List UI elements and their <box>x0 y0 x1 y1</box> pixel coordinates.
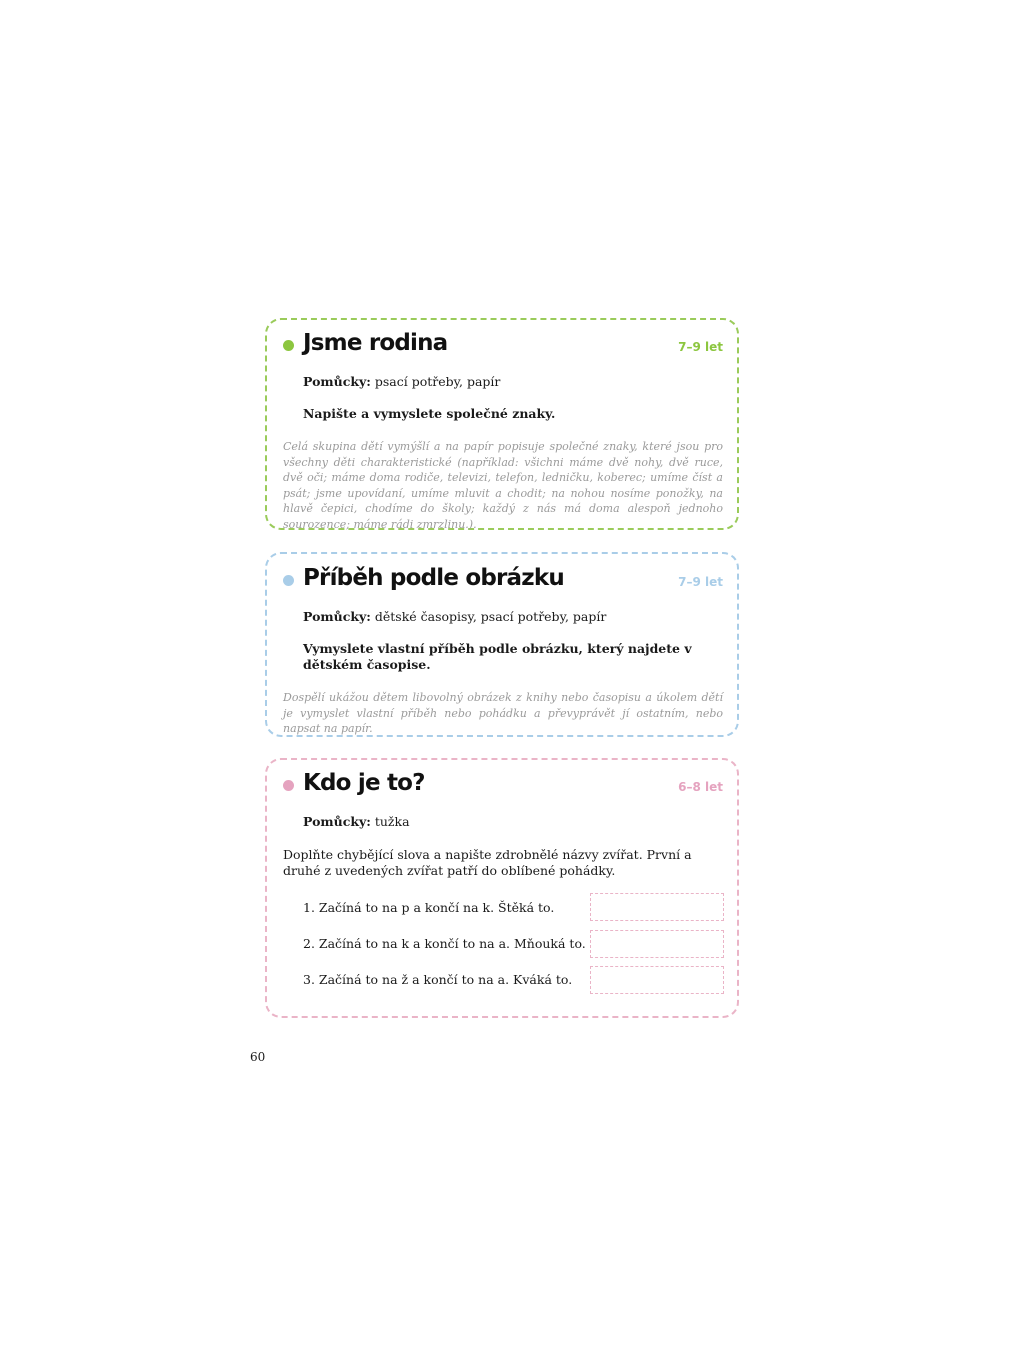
card-title: Jsme rodina <box>303 330 448 356</box>
page-number: 60 <box>250 1050 266 1064</box>
question-item: 3. Začíná to na ž a končí to na a. Kváká to. <box>303 972 573 987</box>
bullet-dot-icon <box>283 575 294 586</box>
task-text: Vymyslete vlastní příběh podle obrázku, který najdete v dětském časopise. <box>303 641 692 672</box>
tools-label: Pomůcky: <box>303 609 371 624</box>
age-range: 7–9 let <box>678 340 723 354</box>
card-title: Kdo je to? <box>303 770 425 796</box>
age-range: 6–8 let <box>678 780 723 794</box>
task-text: Doplňte chybějící slova a napište zdrobnělé názvy zvířat. První a druhé z uvedených zvířat patří do oblíbené pohádky. <box>283 847 692 878</box>
tools-line <box>303 609 606 624</box>
bullet-dot-icon <box>283 340 294 351</box>
task-text: Napište a vymyslete společné znaky. <box>303 406 556 421</box>
question-item: 1. Začíná to na p a končí na k. Štěká to. <box>303 900 555 915</box>
tools-line <box>303 374 500 389</box>
activity-card-kdo-je-to <box>265 758 739 1018</box>
card-title: Příběh podle obrázku <box>303 565 564 591</box>
question-item: 2. Začíná to na k a končí to na a. Mňouká to. <box>303 936 586 951</box>
activity-card-jsme-rodina <box>265 318 739 530</box>
activity-card-pribeh-podle-obrazku <box>265 552 739 737</box>
answer-box[interactable] <box>590 930 724 958</box>
tools-value: psací potřeby, papír <box>374 374 501 389</box>
tools-value: tužka <box>374 814 410 829</box>
description-text: Celá skupina dětí vymýšlí a na papír popisuje společné znaky, které jsou pro všechny děti charakteristické (například: všichni máme dvě nohy, dvě ruce, dvě oči; máme doma rodiče, televizi, telefon, ledničku, koberec; umíme číst a psát; jsme upovídaní, umíme mluvit a chodit; na nohou nosíme ponožky, na hlavě čepici, chodíme do školy; každý z nás má doma alespoň jednoho sourozence; máme rádi zmrzlinu.). <box>283 440 723 531</box>
answer-box[interactable] <box>590 966 724 994</box>
tools-value: dětské časopisy, psací potřeby, papír <box>374 609 607 624</box>
answer-box[interactable] <box>590 893 724 921</box>
tools-label: Pomůcky: <box>303 374 371 389</box>
description-text: Dospělí ukážou dětem libovolný obrázek z knihy nebo časopisu a úkolem dětí je vymyslet vlastní příběh nebo pohádku a převyprávět jí ostatním, nebo napsat na papír. <box>283 691 723 735</box>
age-range: 7–9 let <box>678 575 723 589</box>
bullet-dot-icon <box>283 780 294 791</box>
tools-line <box>303 814 410 829</box>
tools-label: Pomůcky: <box>303 814 371 829</box>
